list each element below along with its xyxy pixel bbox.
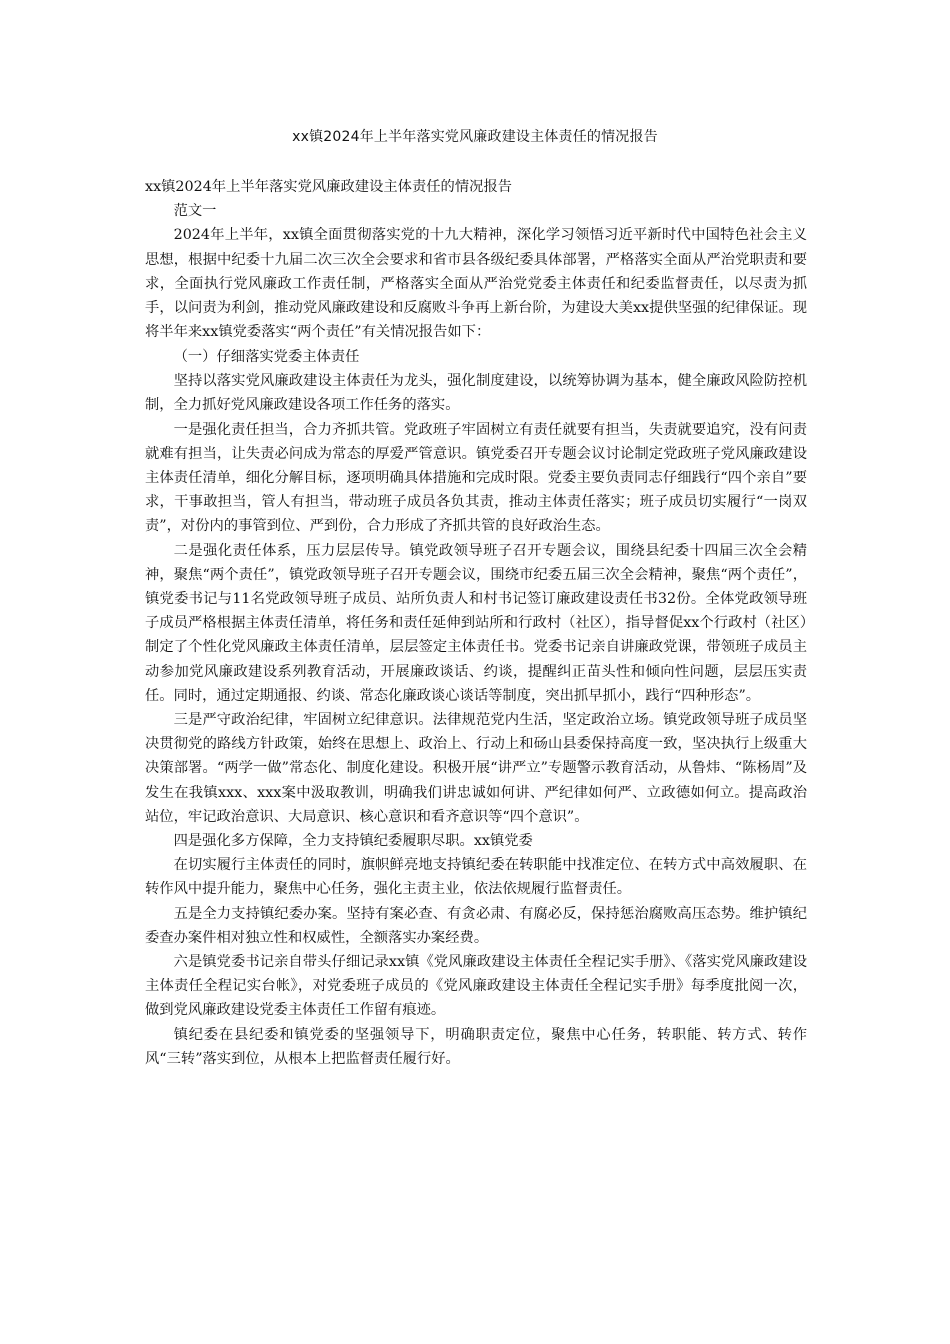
document-title: xx镇2024年上半年落实党风廉政建设主体责任的情况报告 [292, 129, 658, 145]
paragraph-intro: 2024年上半年，xx镇全面贯彻落实党的十九大精神，深化学习领悟习近平新时代中国特色社会主义思想，根据中纪委十九届二次三次全会要求和省市县各级纪委具体部署，严格落实全面从严治党职责和要求，全面执行党风廉政工作责任制，严格落实全面从严治党党委主体责任和纪委监督责任，以尽责为抓手，以问责为利剑，推动党风廉政建设和反腐败斗争再上新台阶，为建设大美xx提供坚强的纪律保证。现将半年来xx镇党委落实“两个责任”有关情况报告如下： [145, 227, 807, 341]
paragraph: 三是严守政治纪律，牢固树立纪律意识。法律规范党内生活，坚定政治立场。镇党政领导班子成员坚决贯彻党的路线方针政策，始终在思想上、政治上、行动上和砀山县委保持高度一致，坚决执行上级重大决策部署。“两学一做”常态化、制度化建设。积极开展“讲严立”专题警示教育活动，从鲁炜、“陈杨周”及发生在我镇xxx、xxx案中汲取教训，明确我们讲忠诚如何讲、严纪律如何严、立政德如何立。提高政治站位，牢记政治意识、大局意识、核心意识和看齐意识等“四个意识”。 [145, 711, 807, 825]
document-body [145, 175, 807, 1071]
paragraph: 一是强化责任担当，合力齐抓共管。党政班子牢固树立有责任就要有担当，失责就要追究，没有问责就难有担当，让失责必问成为常态的厚爱严管意识。镇党委召开专题会议讨论制定党政班子党风廉政建设主体责任清单，细化分解目标，逐项明确具体措施和完成时限。党委主要负责同志仔细践行“四个亲自”要求，干事敢担当，管人有担当，带动班子成员各负其责，推动主体责任落实；班子成员切实履行“一岗双责”，对份内的事管到位、严到份，合力形成了齐抓共管的良好政治生态。 [145, 421, 807, 535]
paragraph: 五是全力支持镇纪委办案。坚持有案必查、有贪必肃、有腐必反，保持惩治腐败高压态势。维护镇纪委查办案件相对独立性和权威性，全额落实办案经费。 [145, 905, 807, 946]
paragraph: 六是镇党委书记亲自带头仔细记录xx镇《党风廉政建设主体责任全程记实手册》、《落实党风廉政建设主体责任全程记实台帐》，对党委班子成员的《党风廉政建设主体责任全程记实手册》每季度批阅一次，做到党风廉政建设党委主体责任工作留有痕迹。 [145, 954, 807, 1019]
paragraph: 二是强化责任体系，压力层层传导。镇党政领导班子召开专题会议，围绕县纪委十四届三次全会精神，聚焦“两个责任”，镇党政领导班子召开专题会议，围绕市纪委五届三次全会精神，聚焦“两个责任”，镇党委书记与11名党政领导班子成员、站所负责人和村书记签订廉政建设责任书32份。全体党政领导班子成员严格根据主体责任清单，将任务和责任延伸到站所和行政村（社区），指导督促xx个行政村（社区）制定了个性化党风廉政主体责任清单，层层签定主体责任书。党委书记亲自讲廉政党课，带领班子成员主动参加党风廉政建设系列教育活动，开展廉政谈话、约谈，提醒纠正苗头性和倾向性问题，层层压实责任。同时，通过定期通报、约谈、常态化廉政谈心谈话等制度，突出抓早抓小，践行“四种形态”。 [145, 542, 807, 704]
paragraph: 坚持以落实党风廉政建设主体责任为龙头，强化制度建设，以统筹协调为基本，健全廉政风险防控机制，全力抓好党风廉政建设各项工作任务的落实。 [145, 373, 807, 414]
paragraph: 镇纪委在县纪委和镇党委的坚强领导下，明确职责定位，聚焦中心任务，转职能、转方式、转作风“三转”落实到位，从根本上把监督责任履行好。 [145, 1026, 807, 1067]
section-heading: （一）仔细落实党委主体责任 [173, 348, 360, 365]
document-subtitle: xx镇2024年上半年落实党风廉政建设主体责任的情况报告 [145, 179, 513, 195]
paragraph: 在切实履行主体责任的同时，旗帜鲜亮地支持镇纪委在转职能中找准定位、在转方式中高效履职、在转作风中提升能力，聚焦中心任务，强化主责主业，依法依规履行监督责任。 [145, 857, 807, 898]
sample-label: 范文一 [173, 203, 217, 220]
paragraph: 四是强化多方保障，全力支持镇纪委履职尽职。xx镇党委 [173, 832, 533, 849]
